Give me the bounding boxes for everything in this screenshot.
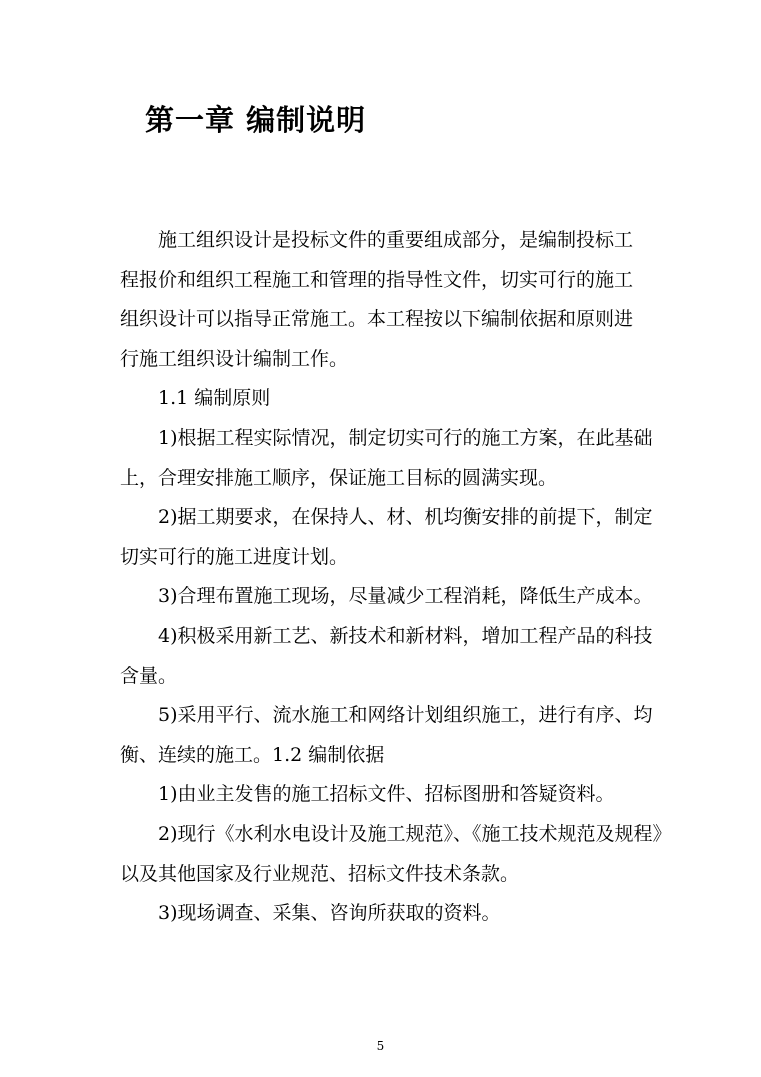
paragraph-line: 施工组织设计是投标文件的重要组成部分，是编制投标工 [158,229,634,251]
paragraph-line: 含量。 [120,664,178,687]
paragraph-line: 衡、连续的施工。1.2 编制依据 [120,743,385,766]
paragraph-line: 5)采用平行、流水施工和网络计划组织施工，进行有序、均 [158,704,653,727]
paragraph-line: 4)积极采用新工艺、新技术和新材料，增加工程产品的科技 [158,624,653,647]
paragraph-line: 行施工组织设计编制工作。 [120,347,349,370]
paragraph-line: 3)合理布置施工现场，尽量减少工程消耗，降低生产成本。 [158,585,653,608]
paragraph-line: 1)由业主发售的施工招标文件、招标图册和答疑资料。 [158,783,615,806]
chapter-title: 第一章 编制说明 [145,103,367,137]
paragraph-line: 组织设计可以指导正常施工。本工程按以下编制依据和原则进 [120,308,634,331]
paragraph-line: 2)据工期要求，在保持人、材、机均衡安排的前提下，制定 [158,506,653,529]
paragraph-line: 2)现行《水利水电设计及施工规范》、《施工技术规范及规程》 [158,822,672,845]
paragraph-line: 以及其他国家及行业规范、招标文件技术条款。 [120,862,520,885]
page-number: 5 [376,1039,385,1053]
section-heading: 1.1 编制原则 [158,387,271,410]
paragraph-line: 切实可行的施工进度计划。 [120,545,349,568]
paragraph-line: 上，合理安排施工顺序，保证施工目标的圆满实现。 [120,466,558,489]
body-text [120,221,672,934]
paragraph-line: 1)根据工程实际情况，制定切实可行的施工方案，在此基础 [158,426,653,449]
paragraph-line: 3)现场调查、采集、咨询所获取的资料。 [158,902,501,925]
paragraph-line: 程报价和组织工程施工和管理的指导性文件，切实可行的施工 [120,268,634,291]
